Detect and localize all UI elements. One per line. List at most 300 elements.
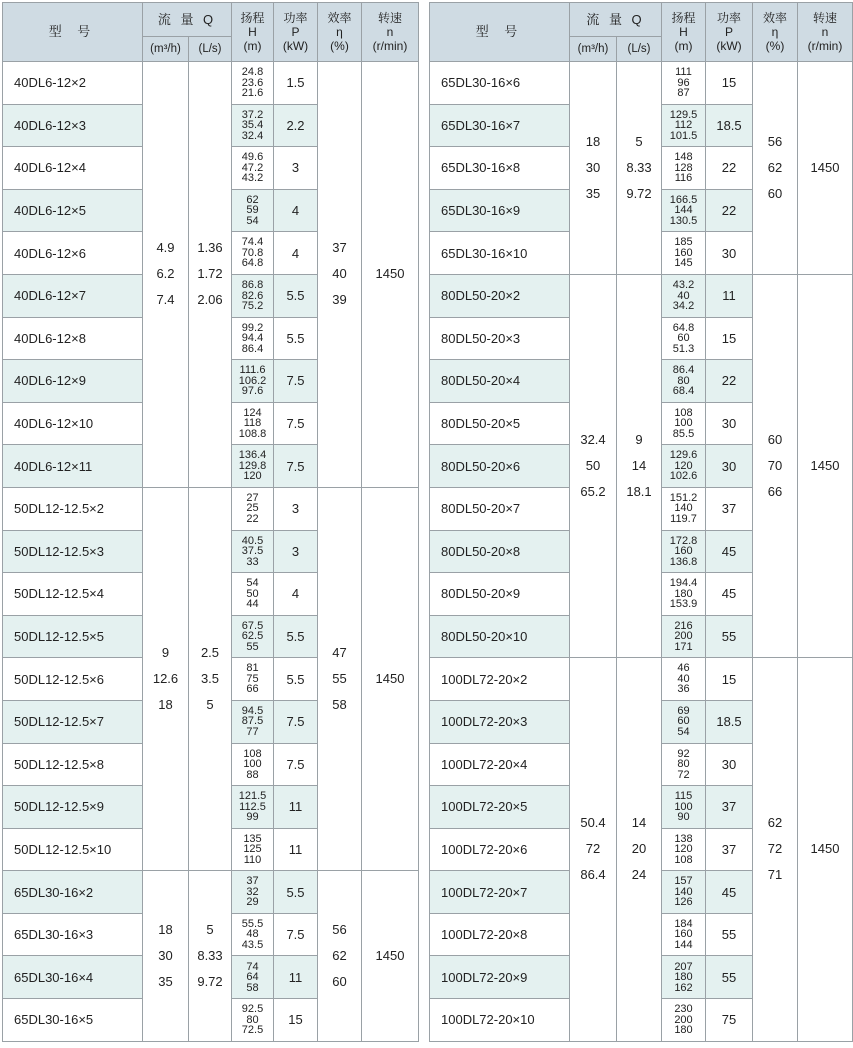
table-row <box>430 658 853 701</box>
head-cell <box>662 274 706 317</box>
model-cell: 50DL12-12.5×6 <box>3 658 143 701</box>
head-cell <box>232 104 274 147</box>
efficiency-cell <box>753 62 798 275</box>
head-cell <box>662 62 706 105</box>
value-line: 24 <box>631 867 647 883</box>
head-cell <box>662 232 706 275</box>
value-line: 51.3 <box>672 342 695 355</box>
table-row <box>3 487 419 530</box>
model-cell: 80DL50-20×2 <box>430 274 570 317</box>
value-line: 23.6 <box>241 76 264 89</box>
power-cell: 22 <box>706 189 753 232</box>
power-cell: 5.5 <box>274 317 318 360</box>
power-cell: 7.5 <box>274 445 318 488</box>
header-efficiency: 效率 η (%) <box>318 3 362 62</box>
value-line: 160 <box>674 545 693 558</box>
power-cell: 22 <box>706 147 753 190</box>
header-flow: 流 量 Q <box>143 3 232 37</box>
value-line: 102.6 <box>669 470 698 483</box>
speed-cell: 1450 <box>362 871 419 1041</box>
head-cell <box>232 871 274 914</box>
head-cell <box>662 360 706 403</box>
head-cell <box>662 317 706 360</box>
value-line: 72.5 <box>241 1024 264 1037</box>
value-line: 111 <box>675 66 692 79</box>
power-cell: 37 <box>706 828 753 871</box>
value-line: 77 <box>246 725 259 738</box>
power-cell: 2.2 <box>274 104 318 147</box>
model-cell: 80DL50-20×3 <box>430 317 570 360</box>
model-cell: 40DL6-12×7 <box>3 274 143 317</box>
power-cell: 15 <box>706 62 753 105</box>
head-cell <box>232 62 274 105</box>
value-line: 106.2 <box>238 374 267 387</box>
value-line: 68.4 <box>672 385 695 398</box>
value-line: 8.33 <box>626 159 652 175</box>
speed-cell: 1450 <box>362 487 419 870</box>
power-cell: 18.5 <box>706 104 753 147</box>
model-cell: 65DL30-16×2 <box>3 871 143 914</box>
header-speed: 转速 n (r/min) <box>798 3 853 62</box>
power-cell: 7.5 <box>274 360 318 403</box>
value-line: 129.8 <box>238 459 267 472</box>
value-line: 37 <box>332 240 347 256</box>
value-line: 80 <box>246 1013 259 1026</box>
header-model: 型 号 <box>3 3 143 62</box>
header-row <box>430 3 853 37</box>
value-line: 7.4 <box>156 292 175 308</box>
value-line: 86.4 <box>580 867 606 883</box>
head-cell <box>662 913 706 956</box>
value-line: 43.2 <box>672 279 695 292</box>
value-line: 27 <box>246 491 259 504</box>
value-line: 82.6 <box>241 289 264 302</box>
value-line: 1.36 <box>197 240 223 256</box>
value-line: 6.2 <box>156 266 175 282</box>
model-cell: 80DL50-20×8 <box>430 530 570 573</box>
head-cell <box>662 743 706 786</box>
model-cell: 100DL72-20×8 <box>430 913 570 956</box>
value-line: 116 <box>674 172 693 185</box>
value-line: 96 <box>677 76 690 89</box>
value-line: 1.72 <box>197 266 223 282</box>
value-line: 24.8 <box>241 66 264 79</box>
value-line: 64.8 <box>241 257 264 270</box>
flow-m3h-cell <box>570 62 617 275</box>
head-cell <box>662 871 706 914</box>
power-cell: 11 <box>706 274 753 317</box>
head-cell <box>232 189 274 232</box>
head-cell <box>232 828 274 871</box>
head-cell <box>662 573 706 616</box>
power-cell: 45 <box>706 530 753 573</box>
model-cell: 80DL50-20×9 <box>430 573 570 616</box>
value-line: 60 <box>767 432 783 448</box>
value-line: 37 <box>246 875 259 888</box>
value-line: 18 <box>585 133 601 149</box>
value-line: 69 <box>677 704 690 717</box>
value-line: 54 <box>246 214 259 227</box>
power-cell: 4 <box>274 189 318 232</box>
value-line: 115 <box>674 790 693 803</box>
power-cell: 55 <box>706 956 753 999</box>
head-cell <box>662 786 706 829</box>
value-line: 120 <box>674 843 693 856</box>
value-line: 20 <box>631 841 647 857</box>
power-cell: 30 <box>706 232 753 275</box>
value-line: 157 <box>674 875 693 888</box>
value-line: 124 <box>243 406 262 419</box>
value-line: 36 <box>677 683 690 696</box>
table-row <box>3 871 419 914</box>
value-line: 2.5 <box>200 645 220 661</box>
head-cell <box>662 999 706 1042</box>
model-cell: 100DL72-20×9 <box>430 956 570 999</box>
model-cell: 40DL6-12×8 <box>3 317 143 360</box>
head-cell <box>232 360 274 403</box>
model-cell: 40DL6-12×6 <box>3 232 143 275</box>
value-line: 207 <box>674 960 693 973</box>
value-line: 185 <box>674 236 693 249</box>
head-cell <box>662 956 706 999</box>
value-line: 99 <box>246 811 259 824</box>
value-line: 58 <box>246 981 259 994</box>
speed-cell: 1450 <box>798 274 853 657</box>
model-cell: 65DL30-16×4 <box>3 956 143 999</box>
value-line: 112 <box>674 119 693 132</box>
power-cell: 1.5 <box>274 62 318 105</box>
head-cell <box>232 999 274 1042</box>
model-cell: 50DL12-12.5×9 <box>3 786 143 829</box>
flow-ls-cell <box>617 274 662 657</box>
head-cell <box>662 487 706 530</box>
value-line: 55 <box>246 640 259 653</box>
model-cell: 80DL50-20×10 <box>430 615 570 658</box>
value-line: 172.8 <box>669 534 698 547</box>
value-line: 148 <box>674 151 693 164</box>
flow-ls-cell <box>617 658 662 1041</box>
value-line: 80 <box>677 758 690 771</box>
value-line: 119.7 <box>670 512 697 525</box>
value-line: 35 <box>585 185 601 201</box>
power-cell: 7.5 <box>274 743 318 786</box>
value-line: 99.2 <box>241 321 264 334</box>
value-line: 32.4 <box>580 432 606 448</box>
value-line: 35.4 <box>241 119 264 132</box>
model-cell: 50DL12-12.5×4 <box>3 573 143 616</box>
power-cell: 3 <box>274 530 318 573</box>
model-cell: 65DL30-16×9 <box>430 189 570 232</box>
value-line: 30 <box>585 159 601 175</box>
header-power: 功率 P (kW) <box>274 3 318 62</box>
value-line: 90 <box>677 811 690 824</box>
flow-m3h-cell <box>143 871 189 1041</box>
power-cell: 4 <box>274 232 318 275</box>
model-cell: 100DL72-20×3 <box>430 700 570 743</box>
value-line: 48 <box>246 928 259 941</box>
power-cell: 15 <box>706 658 753 701</box>
model-cell: 50DL12-12.5×2 <box>3 487 143 530</box>
value-line: 180 <box>674 1024 693 1037</box>
value-line: 18 <box>158 921 173 937</box>
speed-cell: 1450 <box>362 62 419 488</box>
value-line: 14 <box>631 815 647 831</box>
value-line: 40 <box>332 266 347 282</box>
value-line: 136.8 <box>669 555 698 568</box>
value-line: 108.8 <box>238 427 267 440</box>
value-line: 144 <box>674 938 693 951</box>
value-line: 108 <box>674 406 693 419</box>
value-line: 43.5 <box>241 938 264 951</box>
power-cell: 4 <box>274 573 318 616</box>
head-cell <box>232 615 274 658</box>
head-cell <box>662 402 706 445</box>
value-line: 54 <box>677 725 690 738</box>
value-line: 65.2 <box>580 484 606 500</box>
model-cell: 50DL12-12.5×5 <box>3 615 143 658</box>
header-model: 型 号 <box>430 3 570 62</box>
header-flow-m3h: (m³/h) <box>570 37 617 62</box>
value-line: 74 <box>246 960 259 973</box>
value-line: 50 <box>585 458 601 474</box>
header-flow-ls: (L/s) <box>189 37 232 62</box>
value-line: 88 <box>246 768 259 781</box>
flow-m3h-cell <box>143 62 189 488</box>
value-line: 97.6 <box>241 385 264 398</box>
model-cell: 65DL30-16×3 <box>3 913 143 956</box>
value-line: 121.5 <box>238 790 267 803</box>
value-line: 18 <box>158 697 173 713</box>
model-cell: 65DL30-16×7 <box>430 104 570 147</box>
efficiency-cell <box>753 274 798 657</box>
value-line: 75 <box>246 672 259 685</box>
value-line: 25 <box>246 502 259 515</box>
value-line: 86.4 <box>241 342 264 355</box>
value-line: 86.8 <box>241 279 264 292</box>
power-cell: 55 <box>706 615 753 658</box>
value-line: 111.6 <box>239 364 266 377</box>
efficiency-cell <box>753 658 798 1041</box>
value-line: 74.4 <box>241 236 264 249</box>
model-cell: 80DL50-20×7 <box>430 487 570 530</box>
value-line: 62 <box>246 193 259 206</box>
value-line: 70 <box>767 458 783 474</box>
header-head: 扬程 H (m) <box>662 3 706 62</box>
model-cell: 40DL6-12×5 <box>3 189 143 232</box>
header-flow-ls: (L/s) <box>617 37 662 62</box>
value-line: 55.5 <box>241 917 264 930</box>
model-cell: 50DL12-12.5×8 <box>3 743 143 786</box>
value-line: 129.6 <box>669 449 698 462</box>
pump-table-left <box>2 2 419 1042</box>
value-line: 136.4 <box>238 449 267 462</box>
power-cell: 30 <box>706 402 753 445</box>
model-cell: 100DL72-20×10 <box>430 999 570 1042</box>
flow-m3h-cell <box>570 274 617 657</box>
value-line: 22 <box>246 512 259 525</box>
value-line: 101.5 <box>669 129 698 142</box>
value-line: 56 <box>332 921 347 937</box>
value-line: 171 <box>674 640 693 653</box>
power-cell: 5.5 <box>274 615 318 658</box>
value-line: 5 <box>206 921 214 937</box>
value-line: 34.2 <box>672 300 695 313</box>
value-line: 40 <box>677 289 690 302</box>
power-cell: 22 <box>706 360 753 403</box>
value-line: 100 <box>674 417 693 430</box>
value-line: 80 <box>677 374 690 387</box>
value-line: 138 <box>674 832 693 845</box>
value-line: 67.5 <box>241 619 264 632</box>
head-cell <box>232 658 274 701</box>
value-line: 94.5 <box>241 704 264 717</box>
value-line: 108 <box>243 747 262 760</box>
head-cell <box>662 445 706 488</box>
head-cell <box>662 828 706 871</box>
value-line: 94.4 <box>241 332 264 345</box>
efficiency-cell <box>318 487 362 870</box>
model-cell: 100DL72-20×7 <box>430 871 570 914</box>
value-line: 128 <box>674 161 693 174</box>
header-speed: 转速 n (r/min) <box>362 3 419 62</box>
header-row <box>3 3 419 37</box>
value-line: 9.72 <box>197 973 223 989</box>
model-cell: 100DL72-20×5 <box>430 786 570 829</box>
value-line: 72 <box>585 841 601 857</box>
value-line: 130.5 <box>669 214 698 227</box>
head-cell <box>232 402 274 445</box>
value-line: 37.2 <box>241 108 264 121</box>
model-cell: 100DL72-20×2 <box>430 658 570 701</box>
table-row <box>430 274 853 317</box>
head-cell <box>232 530 274 573</box>
flow-m3h-cell <box>143 487 189 870</box>
value-line: 62 <box>767 815 783 831</box>
flow-ls-cell <box>617 62 662 275</box>
power-cell: 18.5 <box>706 700 753 743</box>
value-line: 46 <box>677 662 690 675</box>
value-line: 40.5 <box>241 534 264 547</box>
header-power: 功率 P (kW) <box>706 3 753 62</box>
value-line: 100 <box>243 758 262 771</box>
value-line: 75.2 <box>241 300 264 313</box>
model-cell: 100DL72-20×4 <box>430 743 570 786</box>
head-cell <box>232 700 274 743</box>
model-cell: 40DL6-12×4 <box>3 147 143 190</box>
power-cell: 3 <box>274 487 318 530</box>
value-line: 72 <box>677 768 690 781</box>
model-cell: 40DL6-12×3 <box>3 104 143 147</box>
value-line: 33 <box>246 555 259 568</box>
head-cell <box>232 913 274 956</box>
value-line: 62.5 <box>241 630 264 643</box>
head-cell <box>232 232 274 275</box>
power-cell: 11 <box>274 828 318 871</box>
value-line: 180 <box>674 971 693 984</box>
power-cell: 7.5 <box>274 913 318 956</box>
power-cell: 30 <box>706 445 753 488</box>
table-body-right <box>430 62 853 1042</box>
model-cell: 80DL50-20×6 <box>430 445 570 488</box>
value-line: 85.5 <box>672 427 695 440</box>
head-cell <box>662 615 706 658</box>
model-cell: 40DL6-12×11 <box>3 445 143 488</box>
value-line: 60 <box>677 715 690 728</box>
value-line: 9.72 <box>626 185 652 201</box>
value-line: 110 <box>243 853 262 866</box>
power-cell: 11 <box>274 786 318 829</box>
value-line: 118 <box>243 417 262 430</box>
power-cell: 5.5 <box>274 658 318 701</box>
table-body-left <box>3 62 419 1042</box>
speed-cell: 1450 <box>798 658 853 1041</box>
value-line: 200 <box>674 630 693 643</box>
head-cell <box>232 956 274 999</box>
speed-cell: 1450 <box>798 62 853 275</box>
value-line: 145 <box>674 257 693 270</box>
value-line: 92 <box>677 747 690 760</box>
value-line: 86.4 <box>672 364 695 377</box>
power-cell: 7.5 <box>274 402 318 445</box>
power-cell: 45 <box>706 871 753 914</box>
head-cell <box>662 658 706 701</box>
value-line: 70.8 <box>241 246 264 259</box>
value-line: 54 <box>246 577 259 590</box>
model-cell: 50DL12-12.5×7 <box>3 700 143 743</box>
value-line: 135 <box>243 832 262 845</box>
table-row <box>3 62 419 105</box>
value-line: 50 <box>246 587 259 600</box>
value-line: 21.6 <box>241 87 264 100</box>
value-line: 9 <box>161 645 170 661</box>
head-cell <box>662 147 706 190</box>
model-cell: 40DL6-12×9 <box>3 360 143 403</box>
table-row <box>430 62 853 105</box>
value-line: 230 <box>674 1003 693 1016</box>
power-cell: 11 <box>274 956 318 999</box>
model-cell: 50DL12-12.5×3 <box>3 530 143 573</box>
power-cell: 55 <box>706 913 753 956</box>
value-line: 108 <box>674 853 693 866</box>
power-cell: 30 <box>706 743 753 786</box>
value-line: 56 <box>767 133 783 149</box>
power-cell: 3 <box>274 147 318 190</box>
value-line: 144 <box>674 204 693 217</box>
value-line: 81 <box>246 662 259 675</box>
value-line: 140 <box>674 502 693 515</box>
value-line: 180 <box>674 587 693 600</box>
efficiency-cell <box>318 62 362 488</box>
flow-ls-cell <box>189 62 232 488</box>
value-line: 14 <box>631 458 647 474</box>
head-cell <box>662 530 706 573</box>
pump-table-right <box>429 2 853 1042</box>
header-head: 扬程 H (m) <box>232 3 274 62</box>
value-line: 35 <box>158 973 173 989</box>
header-flow: 流 量 Q <box>570 3 662 37</box>
head-cell <box>232 743 274 786</box>
value-line: 87 <box>677 87 690 100</box>
value-line: 60 <box>677 332 690 345</box>
value-line: 72 <box>767 841 783 857</box>
value-line: 64 <box>246 971 259 984</box>
value-line: 47 <box>332 645 347 661</box>
model-cell: 40DL6-12×10 <box>3 402 143 445</box>
value-line: 60 <box>767 185 783 201</box>
value-line: 47.2 <box>241 161 264 174</box>
value-line: 153.9 <box>669 598 698 611</box>
model-cell: 80DL50-20×5 <box>430 402 570 445</box>
